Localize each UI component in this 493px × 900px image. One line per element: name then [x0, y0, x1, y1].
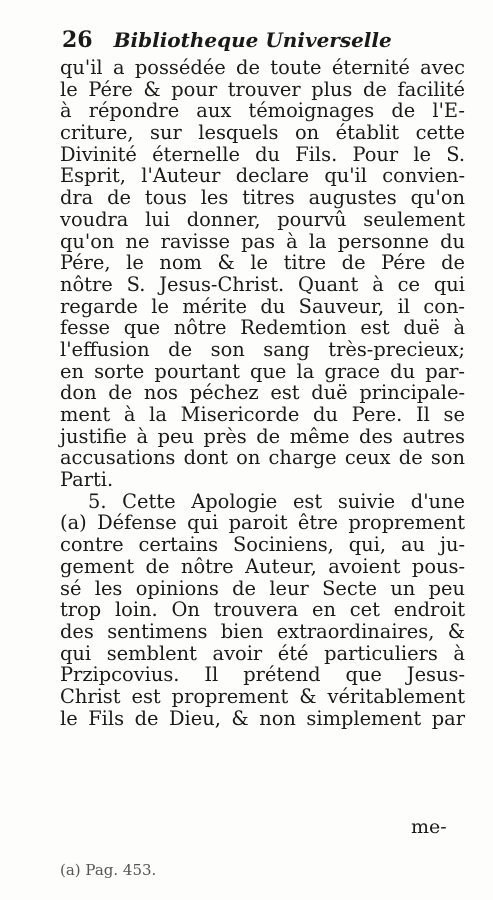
text-line: contre certains Sociniens, qui, au ju-: [60, 533, 465, 557]
text-line: regarde le mérite du Sauveur, il con-: [60, 294, 465, 318]
text-line: justifie à peu près de même des autres: [60, 424, 465, 448]
text-line: qui semblent avoir été particuliers à: [60, 641, 465, 665]
running-head: Bibliotheque Universelle: [113, 28, 392, 52]
text-line: don de nos péchez est duë principale-: [60, 381, 465, 405]
text-line: le Fils de Dieu, & non simplement par: [60, 706, 465, 730]
text-line: l'effusion de son sang très-precieux;: [60, 337, 465, 361]
text-line: nôtre S. Jesus-Christ. Quant à ce qui: [60, 272, 465, 296]
footnote: (a) Pag. 453.: [60, 861, 157, 879]
text-line: le Pére & pour trouver plus de facilité: [60, 77, 465, 101]
page-number: 26: [62, 27, 93, 53]
text-line: voudra lui donner, pourvû seulement: [60, 207, 465, 231]
text-line: en sorte pourtant que la grace du par-: [60, 359, 465, 383]
text-line: fesse que nôtre Redemtion est duë à: [60, 316, 465, 340]
text-line: (a) Défense qui paroit être proprement: [60, 511, 465, 535]
text-line: 5. Cette Apologie est suivie d'une: [88, 489, 465, 513]
text-line: criture, sur lesquels on établit cette: [60, 121, 465, 145]
text-line: accusations dont on charge ceux de son: [60, 446, 465, 470]
text-line: trop loin. On trouvera en cet endroit: [60, 598, 465, 622]
text-line: Przipcovius. Il prétend que Jesus-: [60, 663, 465, 687]
catchword: me-: [411, 816, 447, 838]
text-line: dra de tous les titres augustes qu'on: [60, 186, 465, 210]
text-line: des sentimens bien extraordinaires, &: [60, 619, 465, 643]
text-line: à répondre aux témoignages de l'E-: [60, 99, 465, 123]
text-line: sé les opinions de leur Secte un peu: [60, 576, 465, 600]
text-line: Divinité éternelle du Fils. Pour le S.: [60, 142, 465, 166]
text-line: Pére, le nom & le titre de Pére de: [60, 251, 465, 275]
page-header: [62, 22, 462, 58]
text-line: Parti.: [60, 468, 114, 492]
text-line: ment à la Misericorde du Pere. Il se: [60, 403, 465, 426]
text-line: qu'il a possédée de toute éternité avec: [60, 56, 465, 79]
text-line: qu'on ne ravisse pas à la personne du: [60, 229, 465, 253]
text-line: Esprit, l'Auteur declare qu'il convien-: [60, 164, 465, 188]
text-line: gement de nôtre Auteur, avoient pous-: [60, 554, 465, 578]
text-line: Christ est proprement & véritablement: [60, 684, 465, 708]
body-text: [60, 57, 465, 729]
